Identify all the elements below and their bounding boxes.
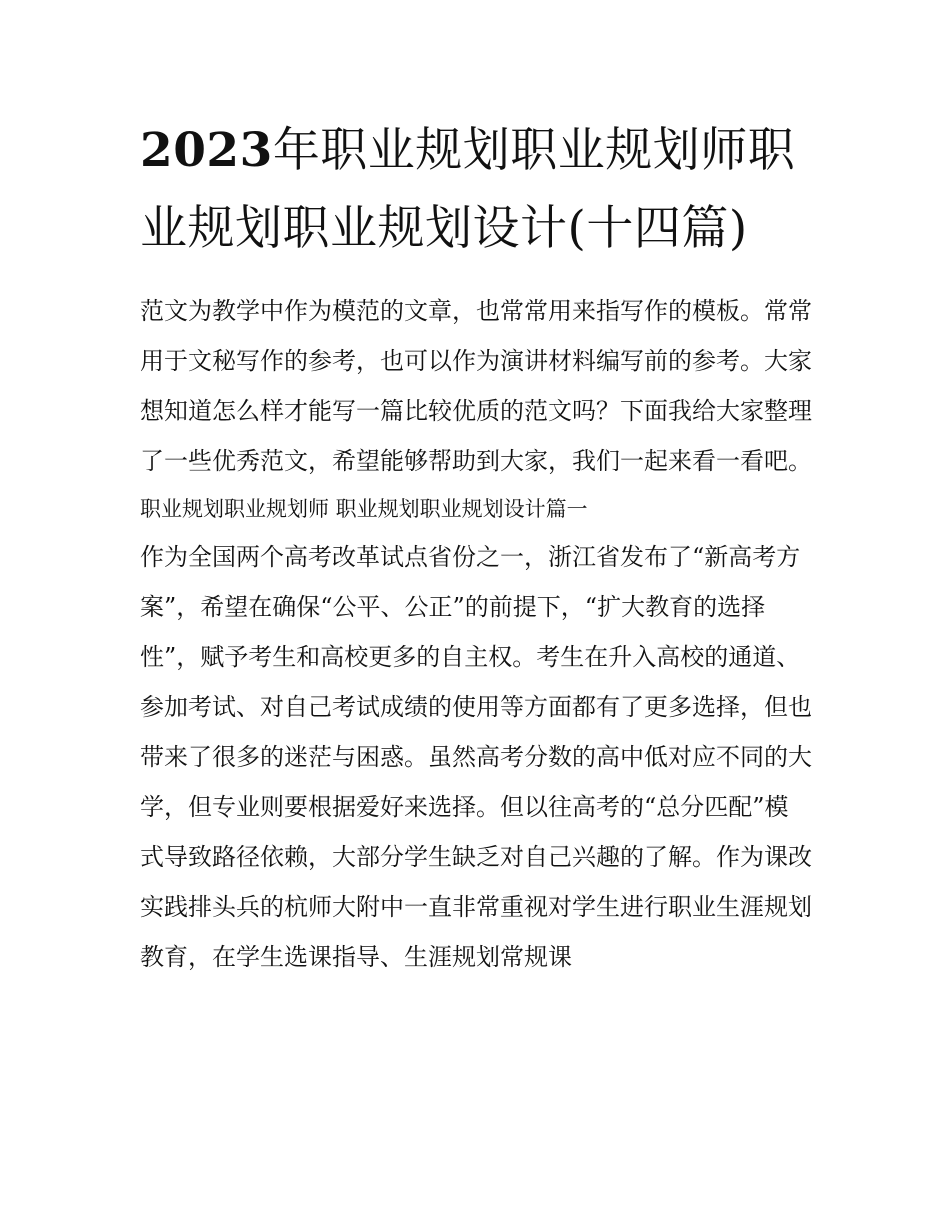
- title-year: 2023: [140, 123, 273, 178]
- intro-paragraph: 范文为教学中作为模范的文章，也常常用来指写作的模板。常常用于文秘写作的参考，也可以作为演讲材料编写前的参考。大家想知道怎么样才能写一篇比较优质的范文吗？下面我给大家整理了一些优秀范文，希望能够帮助到大家，我们一起来看一看吧。: [140, 297, 812, 475]
- section-heading: 职业规划职业规划师 职业规划职业规划设计篇一: [140, 497, 588, 521]
- document-title: [140, 112, 812, 268]
- title-text: 年职业规划职业规划师职业规划职业规划设计(十四篇): [140, 123, 796, 256]
- document-page: [140, 112, 812, 982]
- body-paragraph: 作为全国两个高考改革试点省份之一，浙江省发布了“新高考方案”，希望在确保“公平、公正”的前提下，“扩大教育的选择性”，赋予考生和高校更多的自主权。考生在升入高校的通道、参加考试、对自己考试成绩的使用等方面都有了更多选择，但也带来了很多的迷茫与困惑。虽然高考分数的高中低对应不同的大学，但专业则要根据爱好来选择。但以往高考的“总分匹配”模式导致路径依赖，大部分学生缺乏对自己兴趣的了解。作为课改实践排头兵的杭师大附中一直非常重视对学生进行职业生涯规划教育，在学生选课指导、生涯规划常规课: [140, 543, 812, 971]
